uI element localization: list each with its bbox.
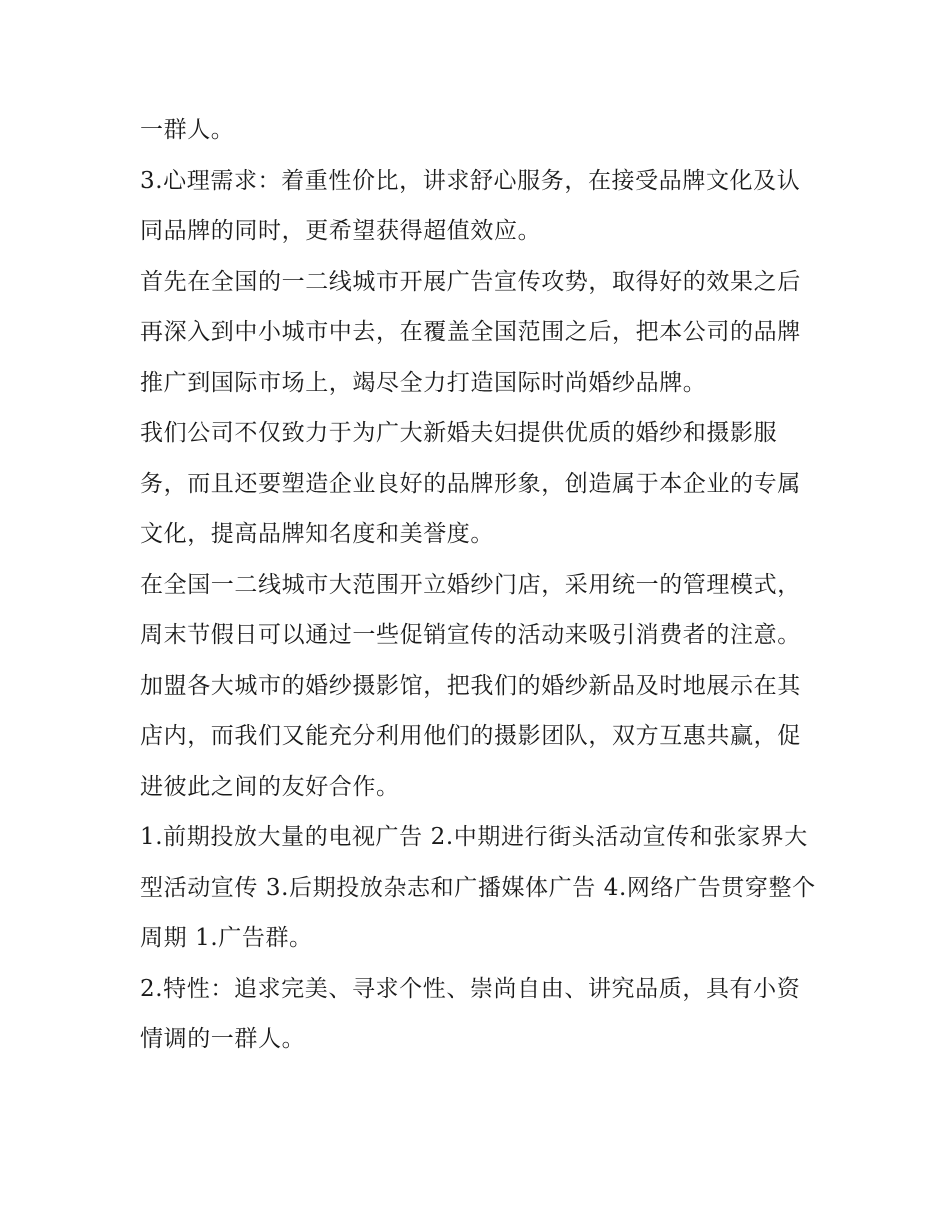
paragraph-audience-traits: 2.特性：追求完美、寻求个性、崇尚自由、讲究品质，具有小资情调的一群人。 <box>140 975 801 1052</box>
paragraph-franchise-cooperation: 加盟各大城市的婚纱摄影馆，把我们的婚纱新品及时地展示在其店内，而我们又能充分利用他们的摄影团队，双方互惠共赢，促进彼此之间的友好合作。 <box>140 672 801 800</box>
paragraph-advertising-strategy: 首先在全国的一二线城市开展广告宣传攻势，取得好的效果之后再深入到中小城市中去，在覆盖全国范围之后，把本公司的品牌推广到国际市场上，竭尽全力打造国际时尚婚纱品牌。 <box>140 268 801 396</box>
paragraph-media-schedule: 1.前期投放大量的电视广告 2.中期进行街头活动宣传和张家界大型活动宣传 3.后期投放杂志和广播媒体广告 4.网络广告贯穿整个周期 1.广告群。 <box>140 824 816 951</box>
paragraph-psychological-needs: 3.心理需求：着重性价比，讲求舒心服务，在接受品牌文化及认同品牌的同时，更希望获得超值效应。 <box>140 167 801 244</box>
paragraph-store-expansion: 在全国一二线城市大范围开立婚纱门店，采用统一的管理模式，周末节假日可以通过一些促销宣传的活动来吸引消费者的注意。 <box>140 571 801 648</box>
paragraph-company-mission: 我们公司不仅致力于为广大新婚夫妇提供优质的婚纱和摄影服务，而且还要塑造企业良好的品牌形象，创造属于本企业的专属文化，提高品牌知名度和美誉度。 <box>140 420 801 547</box>
document-body <box>140 105 820 1065</box>
paragraph-intro-fragment: 一群人。 <box>140 117 235 143</box>
